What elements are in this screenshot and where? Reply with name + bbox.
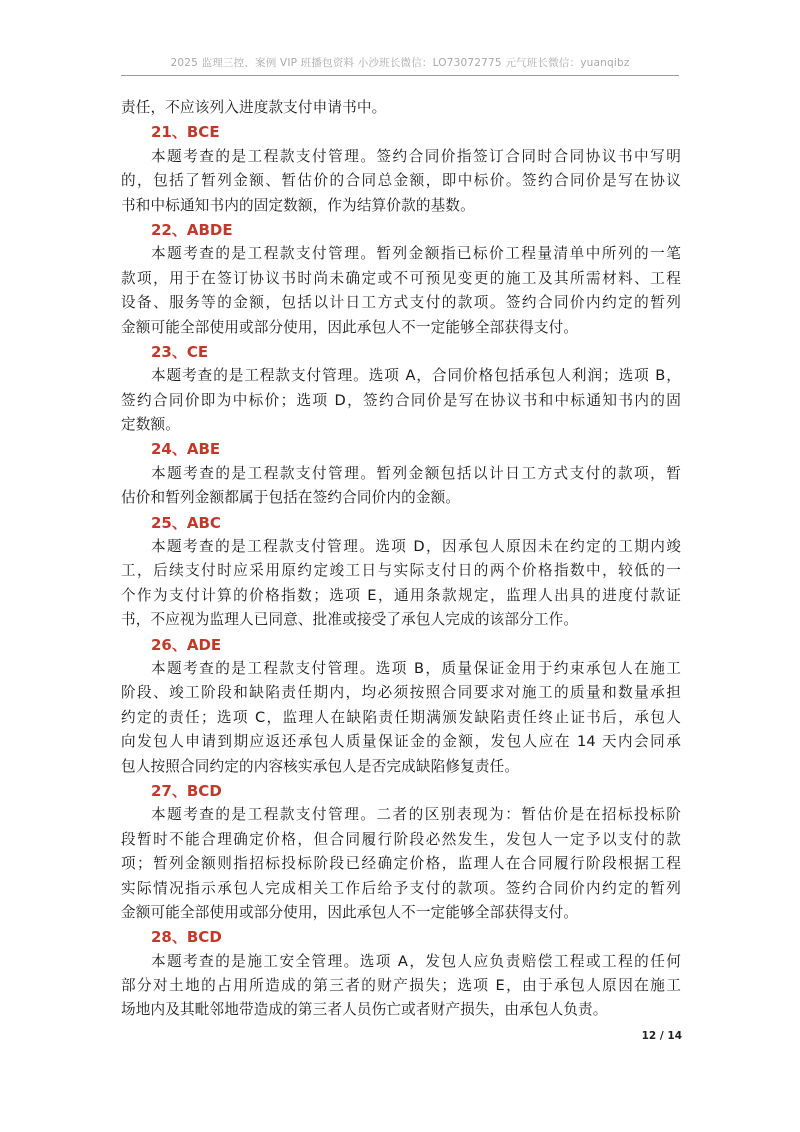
explanation-line: 本题考查的是工程款支付管理。选项 A，合同价格包括承包人利润；选项 B， — [151, 367, 681, 385]
explanation-line: 书和中标通知书内的固定数额，作为结算价款的基数。 — [121, 196, 475, 214]
answer-heading: 26、ADE — [151, 635, 222, 654]
explanation-line: 阶段、竣工阶段和缺陷责任期内，均必须按照合同要求对施工的质量和数量承担 — [121, 684, 681, 702]
answer-heading: 21、BCE — [151, 123, 220, 142]
explanation-line: 金额可能全部使用或部分使用，因此承包人不一定能够全部获得支付。 — [121, 903, 579, 921]
answer-heading: 25、ABC — [151, 513, 221, 532]
explanation-line: 本题考查的是工程款支付管理。暂列金额包括以计日工方式支付的款项，暂 — [151, 464, 681, 482]
explanation-line: 本题考查的是工程款支付管理。暂列金额指已标价工程量清单中所列的一笔 — [151, 245, 681, 263]
explanation-line: 段暂时不能合理确定价格，但合同履行阶段必然发生，发包人一定予以支付的款 — [121, 830, 681, 848]
explanation-line: 本题考查的是工程款支付管理。选项 B，质量保证金用于约束承包人在施工 — [151, 659, 681, 677]
answer-heading: 22、ABDE — [151, 220, 233, 239]
explanation-line: 部分对土地的占用所造成的第三者的财产损失；选项 E，由于承包人原因在施工 — [121, 977, 681, 995]
explanation-line: 本题考查的是施工安全管理。选项 A，发包人应负责赔偿工程或工程的任何 — [151, 952, 681, 970]
explanation-line: 向发包人申请到期应返还承包人质量保证金的金额，发包人应在 14 天内会同承 — [121, 733, 681, 751]
explanation-line: 本题考查的是工程款支付管理。签约合同价指签订合同时合同协议书中写明 — [151, 147, 681, 165]
answer-heading: 23、CE — [151, 342, 209, 361]
explanation-line: 签约合同价即为中标价；选项 D，签约合同价是写在协议书和中标通知书内的固 — [121, 391, 681, 409]
explanation-line: 估价和暂列金额都属于包括在签约合同价内的金额。 — [121, 489, 461, 507]
explanation-line: 的，包括了暂列金额、暂估价的合同总金额，即中标价。签约合同价是写在协议 — [121, 172, 681, 190]
explanation-line: 款项，用于在签订协议书时尚未确定或不可预见变更的施工及其所需材料、工程 — [121, 269, 681, 287]
answer-heading: 28、BCD — [151, 928, 222, 947]
page-number: 12 / 14 — [641, 1030, 682, 1042]
explanation-line: 设备、服务等的金额，包括以计日工方式支付的款项。签约合同价内约定的暂列 — [121, 294, 681, 312]
page-content — [121, 96, 681, 1023]
explanation-line: 约定的责任；选项 C，监理人在缺陷责任期满颁发缺陷责任终止证书后，承包人 — [121, 708, 681, 726]
answer-heading: 24、ABE — [151, 440, 221, 459]
paragraph-line: 责任，不应该列入进度款支付申请书中。 — [121, 99, 387, 116]
explanation-line: 项；暂列金额则指招标投标阶段已经确定价格，监理人在合同履行阶段根据工程 — [121, 855, 681, 873]
explanation-line: 书，不应视为监理人已同意、批准或接受了承包人完成的该部分工作。 — [121, 611, 579, 629]
explanation-line: 场地内及其毗邻地带造成的第三者人员伤亡或者财产损失，由承包人负责。 — [121, 1001, 608, 1019]
explanation-line: 本题考查的是工程款支付管理。二者的区别表现为：暂估价是在招标投标阶 — [151, 806, 681, 824]
explanation-line: 金额可能全部使用或部分使用，因此承包人不一定能够全部获得支付。 — [121, 318, 579, 336]
explanation-line: 包人按照合同约定的内容核实承包人是否完成缺陷修复责任。 — [121, 757, 520, 775]
header-divider — [121, 75, 679, 76]
page-header: 2025 监理三控、案例 VIP 班播包资料 小沙班长微信：LO73072775 元气班长微信：yuanqibz — [170, 57, 630, 69]
explanation-line: 实际情况指示承包人完成相关工作后给予支付的款项。签约合同价内约定的暂列 — [121, 879, 681, 897]
explanation-line: 工，后续支付时应采用原约定竣工日与实际支付日的两个价格指数中，较低的一 — [121, 562, 681, 580]
explanation-line: 定数额。 — [121, 416, 180, 434]
explanation-line: 本题考查的是工程款支付管理。选项 D，因承包人原因未在约定的工期内竣 — [151, 538, 681, 556]
answer-heading: 27、BCD — [151, 781, 222, 800]
explanation-line: 个作为支付计算的价格指数；选项 E，通用条款规定，监理人出具的进度付款证 — [121, 586, 681, 604]
